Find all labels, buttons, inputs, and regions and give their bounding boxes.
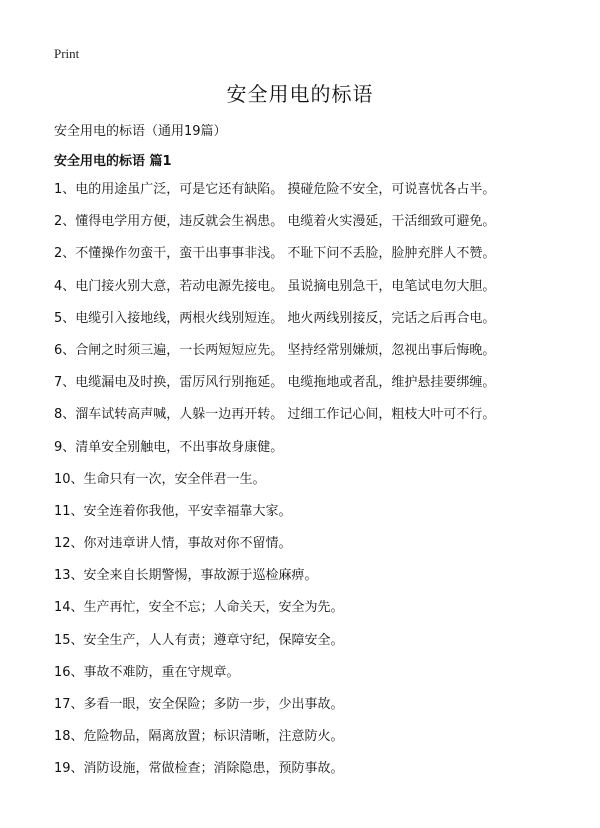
document-subtitle: 安全用电的标语（通用19篇） xyxy=(54,124,227,139)
slogan-item: 4、电门接火别大意，若动电源先接电。 虽说摘电别急干，电笔试电勿大胆。 xyxy=(54,278,496,294)
slogan-item: 13、安全来自长期警惕，事故源于巡检麻痹。 xyxy=(54,568,318,584)
slogan-item: 17、多看一眼，安全保险；多防一步，少出事故。 xyxy=(54,697,344,712)
slogan-list xyxy=(54,181,594,793)
section-heading: 安全用电的标语 篇1 xyxy=(54,154,172,169)
slogan-item: 2、不懂操作勿蛮干，蛮干出事事非浅。 不耻下问不丢脸，脸肿充胖人不赞。 xyxy=(54,246,496,262)
document-title: 安全用电的标语 xyxy=(226,82,374,106)
slogan-item: 14、生产再忙，安全不忘；人命关天，安全为先。 xyxy=(54,600,344,616)
slogan-item: 8、溜车试转高声喊，人躲一边再开转。 过细工作记心间，粗枝大叶可不行。 xyxy=(54,407,496,423)
slogan-item: 7、电缆漏电及时换，雷厉风行别拖延。 电缆拖地或者乱，维护悬挂要绑缠。 xyxy=(54,375,496,391)
slogan-item: 6、合闸之时须三遍，一长两短短应先。 坚持经常别嫌烦，忽视出事后悔晚。 xyxy=(54,342,496,358)
slogan-item: 12、你对违章讲人情，事故对你不留情。 xyxy=(54,536,292,552)
slogan-item: 11、安全连着你我他，平安幸福靠大家。 xyxy=(54,503,292,519)
slogan-item: 19、消防设施，常做检查；消除隐患，预防事故。 xyxy=(54,761,344,777)
slogan-item: 2、懂得电学用方便，违反就会生祸患。 电缆着火实漫延，干活细致可避免。 xyxy=(54,214,496,230)
slogan-item: 16、事故不难防，重在守规章。 xyxy=(54,664,240,680)
slogan-item: 9、清单安全别触电，不出事故身康健。 xyxy=(54,439,284,455)
slogan-item: 10、生命只有一次，安全伴君一生。 xyxy=(54,471,266,487)
slogan-item: 5、电缆引入接地线，两根火线别短连。 地火两线别接反，完话之后再合电。 xyxy=(54,310,496,326)
print-label: Print xyxy=(54,46,80,61)
slogan-item: 1、电的用途虽广泛，可是它还有缺陷。 摸碰危险不安全，可说喜忧各占半。 xyxy=(54,182,496,197)
slogan-item: 18、危险物品，隔离放置；标识清晰，注意防火。 xyxy=(54,729,344,745)
slogan-item: 15、安全生产，人人有责；遵章守纪，保障安全。 xyxy=(54,632,344,648)
